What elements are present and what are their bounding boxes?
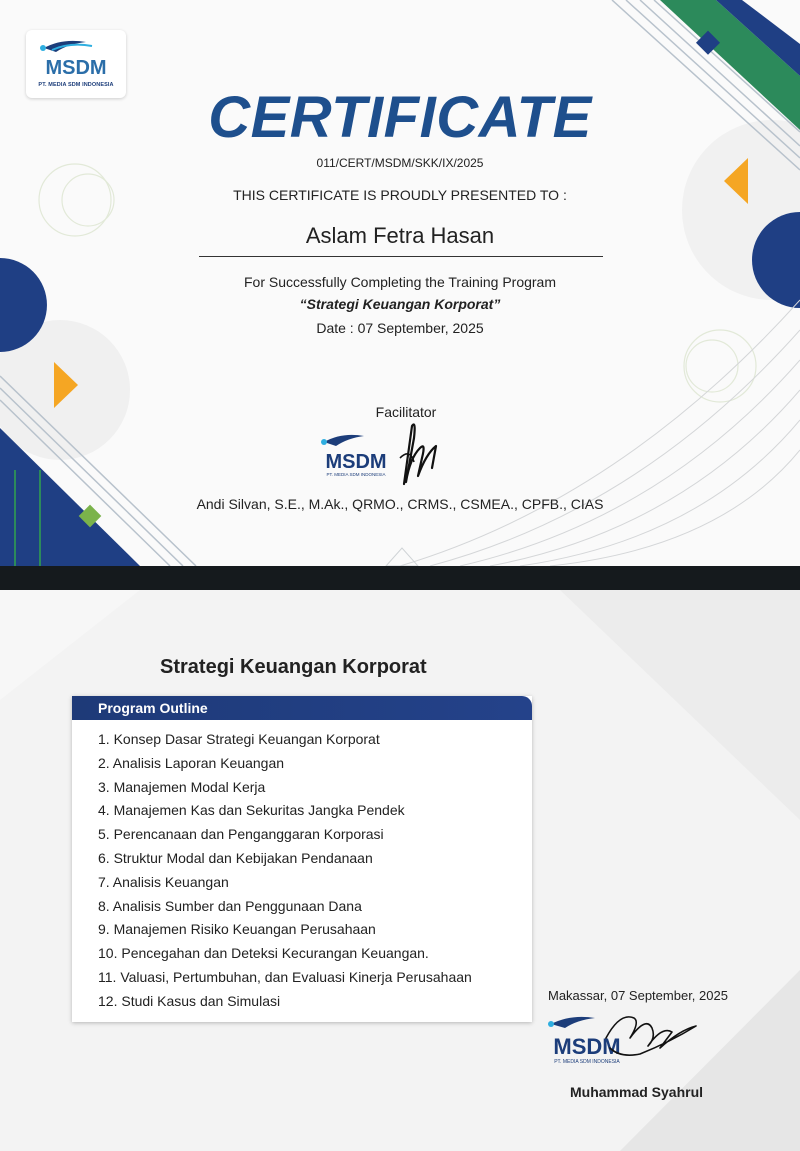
outline-item: 6. Struktur Modal dan Kebijakan Pendanaan (98, 849, 373, 866)
outline-item: 5. Perencanaan dan Penganggaran Korporasi (98, 826, 384, 843)
certificate-date: Date : 07 September, 2025 (316, 320, 484, 336)
page-separator (0, 566, 800, 590)
outline-list (98, 731, 472, 1017)
name-underline (199, 256, 603, 257)
msdm-logo-icon (34, 36, 118, 78)
outline-item: 12. Studi Kasus dan Simulasi (98, 992, 281, 1009)
presented-to-label: THIS CERTIFICATE IS PROUDLY PRESENTED TO : (233, 187, 567, 203)
outline-item: 11. Valuasi, Pertumbuhan, dan Evaluasi Kinerja Perusahaan (98, 968, 472, 985)
outline-item: 2. Analisis Laporan Keuangan (98, 754, 285, 771)
outline-item: 8. Analisis Sumber dan Penggunaan Dana (98, 897, 362, 914)
outline-item: 3. Manajemen Modal Kerja (98, 778, 266, 795)
program-outline-card (72, 696, 532, 1022)
certificate-title: CERTIFICATE (208, 85, 592, 150)
certificate-page (0, 0, 800, 566)
signer-name: Muhammad Syahrul (570, 1084, 704, 1100)
certificate-number: 011/CERT/MSDM/SKK/IX/2025 (316, 156, 484, 170)
facilitator-signature (392, 418, 442, 488)
outline-item: 9. Manajemen Risiko Keuangan Perusahaan (98, 921, 376, 938)
outline-item: 1. Konsep Dasar Strategi Keuangan Korporat (98, 731, 380, 747)
facilitator-label: Facilitator (375, 404, 437, 420)
program-title: “Strategi Keuangan Korporat” (299, 296, 501, 312)
outline-header-label: Program Outline (98, 700, 208, 716)
signer-stamp-brand-text: MSDM (553, 1034, 621, 1059)
facilitator-stamp-logo-icon (318, 432, 398, 480)
facilitator-name: Andi Silvan, S.E., M.Ak., QRMO., CRMS., CSMEA., CPFB., CIAS (196, 496, 604, 512)
signer-stamp-company-text: PT. MEDIA SDM INDONESIA (554, 1059, 620, 1065)
logo-brand-text: MSDM (45, 57, 107, 78)
outline-item: 7. Analisis Keuangan (98, 873, 229, 890)
program-name-heading: Strategi Keuangan Korporat (160, 656, 427, 678)
stamp-company-text: PT. MEDIA SDM INDONESIA (326, 472, 386, 477)
stamp-brand-text: MSDM (325, 451, 387, 473)
recipient-name: Aslam Fetra Hasan (305, 223, 495, 248)
outline-item: 4. Manajemen Kas dan Sekuritas Jangka Pendek (98, 802, 405, 819)
logo-company-name: PT. MEDIA SDM INDONESIA (38, 82, 114, 88)
completion-description: For Successfully Completing the Training Program (243, 274, 557, 290)
outline-item: 10. Pencegahan dan Deteksi Kecurangan Keuangan. (98, 945, 429, 962)
signer-signature (600, 1008, 700, 1058)
signature-place-date: Makassar, 07 September, 2025 (548, 988, 728, 1003)
outline-header-bar (72, 696, 532, 720)
program-outline-page (0, 590, 800, 1151)
